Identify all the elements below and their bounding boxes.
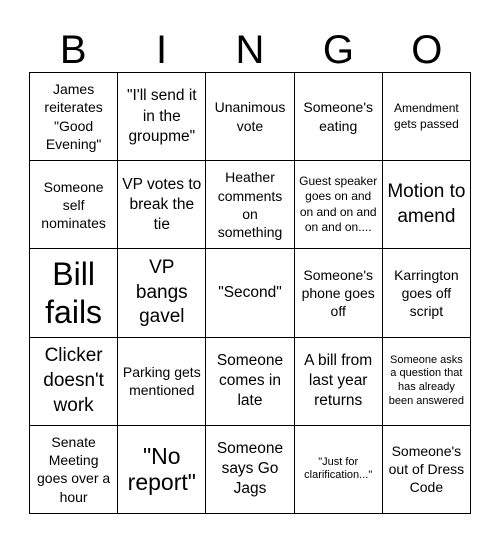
bingo-cell-13[interactable]: "Second" [206, 249, 294, 337]
bingo-cell-19[interactable]: A bill from last year returns [295, 338, 383, 426]
bingo-cell-1[interactable]: James reiterates "Good Evening" [30, 73, 118, 161]
bingo-cell-24[interactable]: "Just for clarification..." [295, 426, 383, 514]
bingo-cell-7[interactable]: VP votes to break the tie [118, 161, 206, 249]
bingo-cell-23[interactable]: Someone says Go Jags [206, 426, 294, 514]
header-letter-i: I [156, 28, 168, 72]
bingo-cell-8[interactable]: Heather comments on something [206, 161, 294, 249]
bingo-cell-17[interactable]: Parking gets mentioned [118, 338, 206, 426]
bingo-cell-2[interactable]: "I'll send it in the groupme" [118, 73, 206, 161]
bingo-cell-25[interactable]: Someone's out of Dress Code [383, 426, 471, 514]
bingo-cell-22[interactable]: "No report" [118, 426, 206, 514]
bingo-cell-18[interactable]: Someone comes in late [206, 338, 294, 426]
bingo-cell-15[interactable]: Karrington goes off script [383, 249, 471, 337]
bingo-cell-6[interactable]: Someone self nominates [30, 161, 118, 249]
bingo-board [29, 72, 471, 514]
bingo-cell-5[interactable]: Amendment gets passed [383, 73, 471, 161]
header-letter-g: G [322, 28, 354, 72]
bingo-cell-9[interactable]: Guest speaker goes on and on and on and on and on.... [295, 161, 383, 249]
header-letter-b: B [59, 28, 87, 72]
bingo-cell-16[interactable]: Clicker doesn't work [30, 338, 118, 426]
bingo-cell-20[interactable]: Someone asks a question that has already been answered [383, 338, 471, 426]
bingo-cell-21[interactable]: Senate Meeting goes over a hour [30, 426, 118, 514]
bingo-cell-10[interactable]: Motion to amend [383, 161, 471, 249]
header-letter-o: O [411, 28, 443, 72]
bingo-cell-4[interactable]: Someone's eating [295, 73, 383, 161]
bingo-cell-14[interactable]: Someone's phone goes off [295, 249, 383, 337]
bingo-cell-3[interactable]: Unanimous vote [206, 73, 294, 161]
bingo-cell-12[interactable]: VP bangs gavel [118, 249, 206, 337]
header-letter-n: N [235, 28, 265, 72]
bingo-header [29, 24, 471, 76]
bingo-cell-11[interactable]: Bill fails [30, 249, 118, 337]
